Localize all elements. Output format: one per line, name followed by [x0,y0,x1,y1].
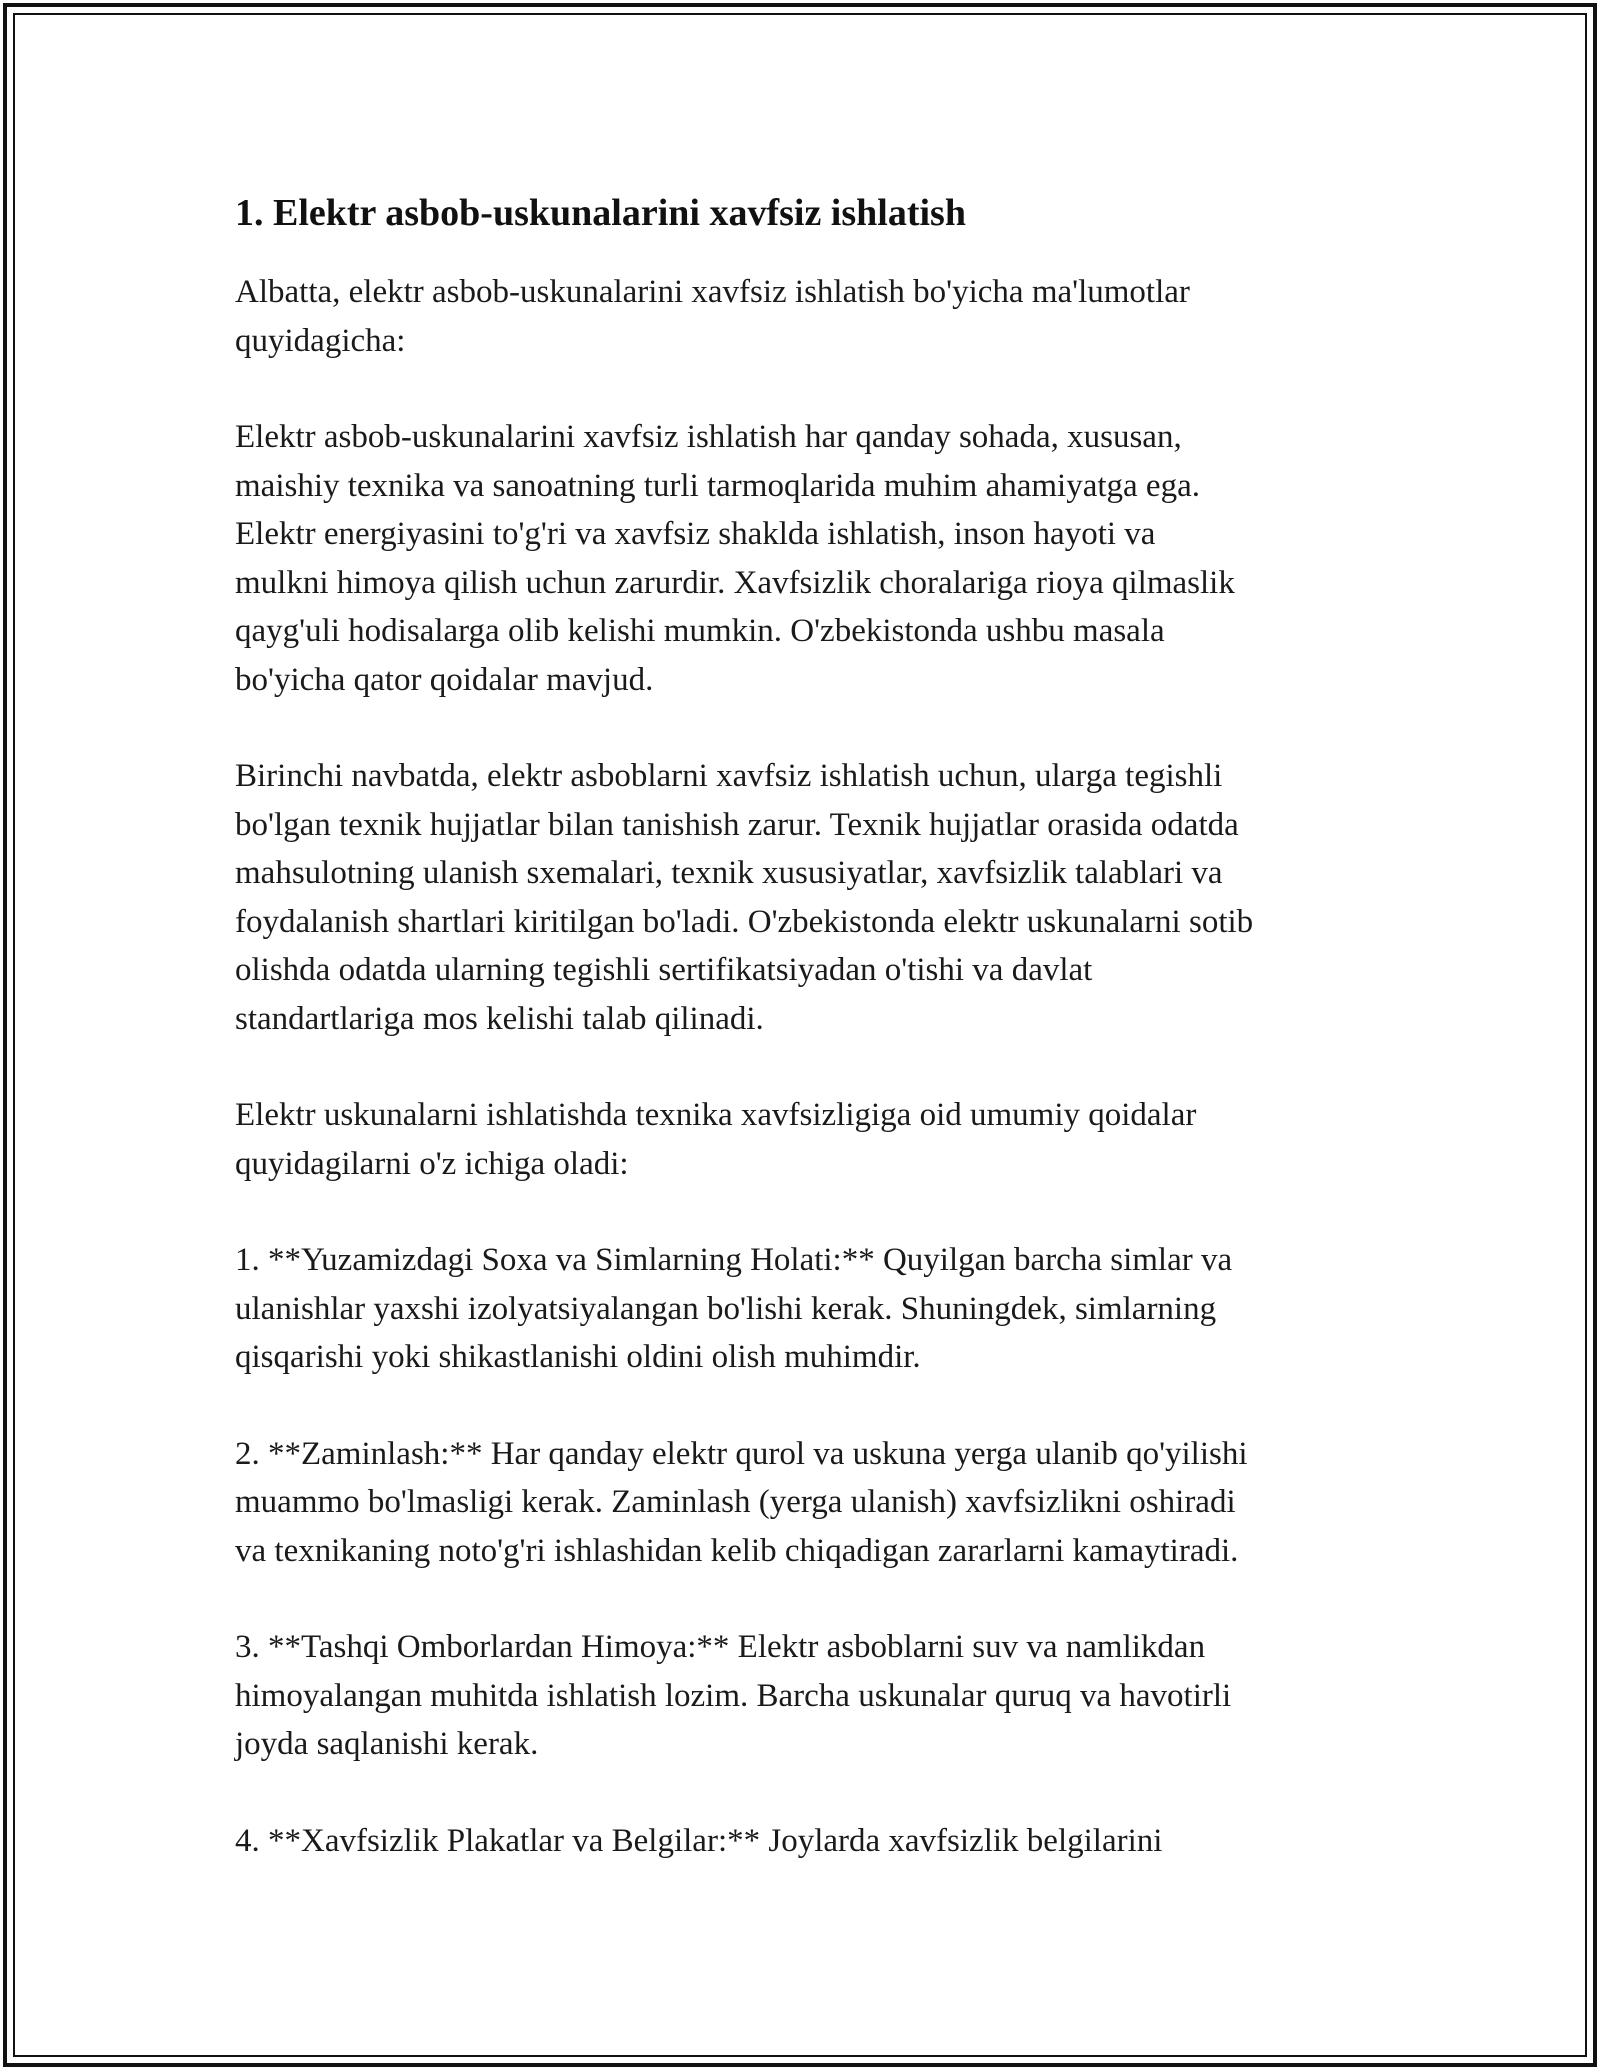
list-item-3: 3. **Tashqi Omborlardan Himoya:** Elektr asboblarni suv va namlikdan himoyalangan muhitda ishlatish lozim. Barcha uskunalar quruq va havotirli joyda saqlanishi kerak. [235,1629,1232,1762]
document-title: 1. Elektr asbob-uskunalarini xavfsiz ishlatish [235,192,966,234]
paragraph-documentation: Birinchi navbatda, elektr asboblarni xavfsiz ishlatish uchun, ularga tegishli bo'lgan texnik hujjatlar bilan tanishish zarur. Texnik hujjatlar orasida odatda mahsulotning ulanish sxemalari, texnik xususiyatlar, xavfsizlik talablari va foydalanish shartlari kiritilgan bo'ladi. O'zbekistonda elektr uskunalarni sotib olishda odatda ularning tegishli sertifikatsiyadan o'tishi va davlat standartlariga mos kelishi talab qilinadi. [235,758,1254,1037]
paragraph-overview: Elektr asbob-uskunalarini xavfsiz ishlatish har qanday sohada, xususan, maishiy texnika va sanoatning turli tarmoqlarida muhim ahamiyatga ega. Elektr energiyasini to'g'ri va xavfsiz shaklda ishlatish, inson hayoti va mulkni himoya qilish uchun zarurdir. Xavfsizlik choralariga rioya qilmaslik qayg'uli hodisalarga olib kelishi mumkin. O'zbekistonda ushbu masala bo'yicha qator qoidalar mavjud. [235,419,1235,698]
document-body [235,186,1375,1913]
list-item-2: 2. **Zaminlash:** Har qanday elektr qurol va uskuna yerga ulanib qo'yilishi muammo bo'lmasligi kerak. Zaminlash (yerga ulanish) xavfsizlikni oshiradi va texnikaning noto'g'ri ishlashidan kelib chiqadigan zararlarni kamaytiradi. [235,1435,1248,1569]
paragraph-intro: Albatta, elektr asbob-uskunalarini xavfsiz ishlatish bo'yicha ma'lumotlar quyidagicha: [235,274,1190,359]
list-item-4: 4. **Xavfsizlik Plakatlar va Belgilar:** Joylarda xavfsizlik belgilarini [235,1822,1163,1859]
list-item-1: 1. **Yuzamizdagi Soxa va Simlarning Holati:** Quyilgan barcha simlar va ulanishlar yaxshi izolyatsiyalangan bo'lishi kerak. Shuningdek, simlarning qisqarishi yoki shikastlanishi oldini olish muhimdir. [235,1242,1233,1375]
paragraph-rules-intro: Elektr uskunalarni ishlatishda texnika xavfsizligiga oid umumiy qoidalar quyidagilarni o'z ichiga oladi: [235,1097,1197,1182]
